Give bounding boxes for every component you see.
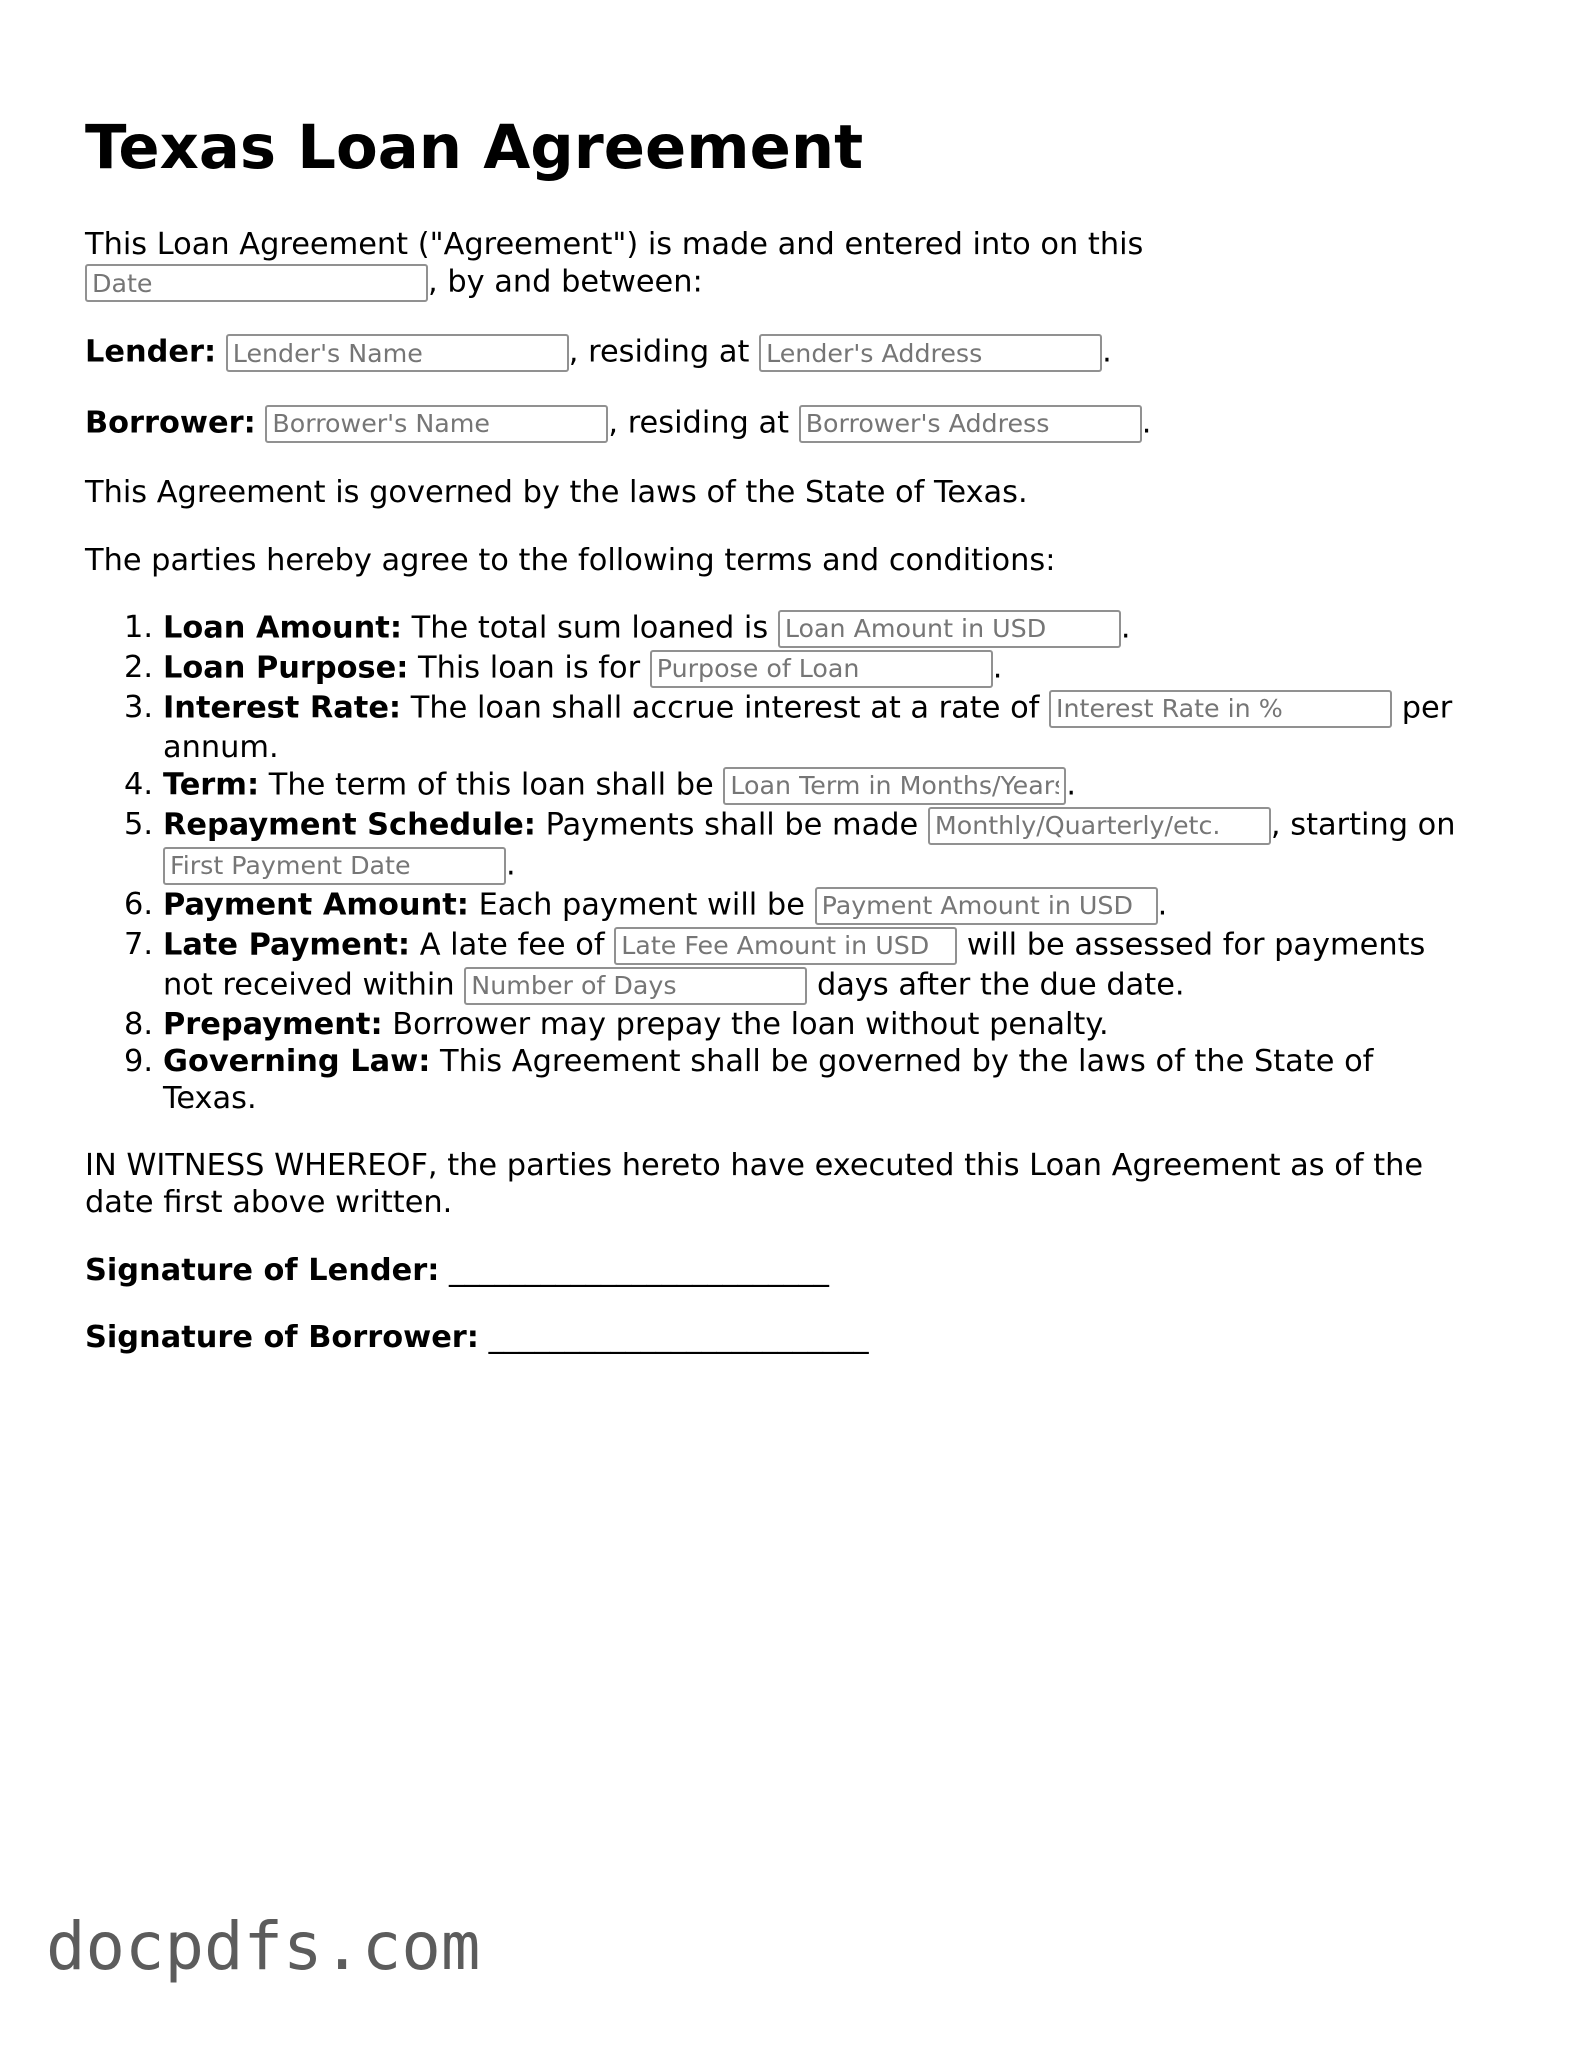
term-number: 5. [124,806,153,842]
lender-label: Lender: [85,334,217,370]
term-text: Payments shall be made [545,807,919,843]
term-end: . [506,847,516,883]
term-loan-purpose [124,649,1505,689]
term-number: 1. [124,609,153,645]
term-end: . [1157,887,1168,923]
borrower-line [85,404,1505,444]
term-number: 2. [124,649,153,685]
payment-frequency-input[interactable] [928,807,1271,845]
term-continuation: Texas. [163,1080,257,1116]
page-title: Texas Loan Agreement [85,112,864,183]
term-end: days after the due date. [816,967,1185,1003]
term-prepayment [124,1006,1505,1043]
borrower-signature-line [85,1319,1505,1356]
loan-amount-input[interactable] [778,610,1121,648]
term-end: . [1066,767,1077,803]
term-continuation: annum. [163,729,279,765]
term-label: Loan Purpose: [163,650,409,686]
term-after-text: , starting on [1270,807,1456,843]
borrower-label: Borrower: [85,405,256,441]
term-loan-term [124,766,1505,806]
term-text: Each payment will be [478,887,805,923]
term-number: 7. [124,926,153,962]
term-after-text: per [1401,690,1453,726]
term-number: 4. [124,766,153,802]
terms-list [85,609,1505,1117]
term-number: 8. [124,1006,153,1042]
term-text: The total sum loaned is [411,610,769,646]
site-watermark: docpdfs.com [46,1909,481,1985]
intro-text: This Loan Agreement ("Agreement") is made and entered into on this [85,227,1144,262]
term-text: This loan is for [418,650,641,686]
witness-line-1: IN WITNESS WHEREOF, the parties hereto have executed this Loan Agreement as of the [85,1148,1424,1184]
term-text: A late fee of [419,927,605,963]
term-interest-rate [124,689,1505,766]
term-number: 6. [124,886,153,922]
governing-statement: This Agreement is governed by the laws of the State of Texas. [85,475,1028,511]
agreement-date-input[interactable] [85,264,428,302]
loan-purpose-input[interactable] [650,650,993,688]
borrower-signature-blank: _________________________ [488,1320,869,1356]
term-payment-amount [124,886,1505,926]
borrower-address-input[interactable] [799,405,1142,443]
term-label: Payment Amount: [163,887,469,923]
grace-days-input[interactable] [464,967,807,1005]
term-label: Governing Law: [163,1043,431,1079]
late-fee-input[interactable] [614,927,957,965]
interest-rate-input[interactable] [1049,690,1392,728]
borrower-name-input[interactable] [265,405,608,443]
payment-amount-input[interactable] [815,887,1158,925]
intro-paragraph [85,226,1505,303]
term-number: 9. [124,1043,153,1079]
term-label: Repayment Schedule: [163,807,536,843]
witness-paragraph [85,1147,1505,1221]
term-text: The term of this loan shall be [268,767,714,803]
lender-line-end: . [1102,334,1112,370]
lender-address-input[interactable] [759,334,1102,372]
lender-residing-text: , residing at [568,334,750,370]
first-payment-date-input[interactable] [163,847,506,885]
term-label: Term: [163,767,260,803]
lender-signature-label: Signature of Lender: [85,1252,440,1288]
term-late-payment [124,926,1505,1006]
term-text: Borrower may prepay the loan without penalty. [392,1006,1109,1042]
term-end: . [992,650,1003,686]
witness-line-2: date first above written. [85,1185,453,1221]
term-text: This Agreement shall be governed by the laws of the State of [440,1043,1374,1079]
loan-term-input[interactable] [723,767,1066,805]
term-governing-law [124,1043,1505,1117]
term-label: Interest Rate: [163,690,402,726]
term-end: . [1120,610,1131,646]
lender-name-input[interactable] [226,334,569,372]
terms-intro: The parties hereby agree to the following terms and conditions: [85,542,1056,578]
agreement-body [85,112,1505,1387]
term-number: 3. [124,689,153,725]
borrower-residing-text: , residing at [608,405,790,441]
term-text: The loan shall accrue interest at a rate of [410,690,1040,726]
term-label: Late Payment: [163,927,411,963]
term-after-text: will be assessed for payments [966,927,1426,963]
intro-after-date: , by and between: [428,264,703,300]
lender-signature-line [85,1252,1505,1289]
term-label: Prepayment: [163,1006,383,1042]
borrower-signature-label: Signature of Borrower: [85,1320,479,1356]
term-loan-amount [124,609,1505,649]
borrower-line-end: . [1141,405,1152,441]
term-repayment-schedule [124,806,1505,886]
lender-line [85,333,1505,373]
term-text-2: not received within [163,967,455,1003]
term-label: Loan Amount: [163,610,402,646]
lender-signature-blank: _________________________ [449,1252,829,1288]
